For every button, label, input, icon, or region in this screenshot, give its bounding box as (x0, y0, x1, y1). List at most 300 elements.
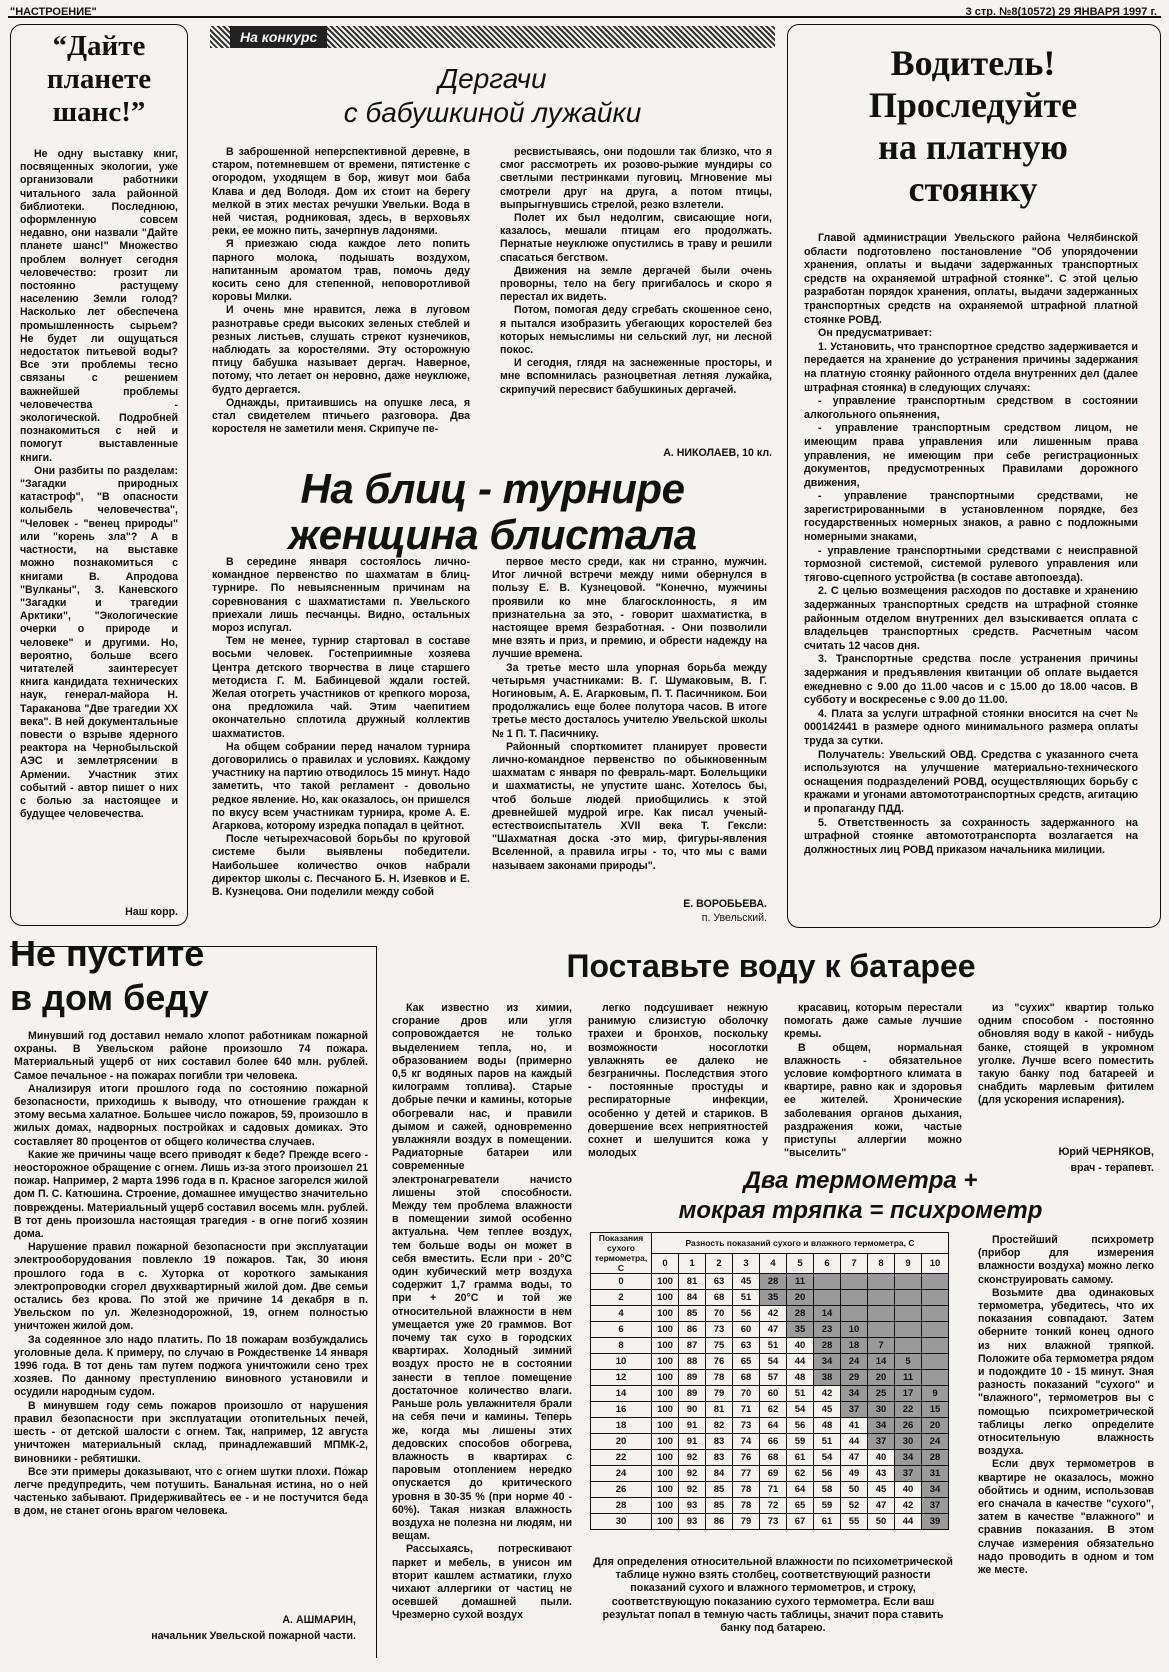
table-diff-header: 8 (868, 1253, 895, 1274)
table-cell: 20 (922, 1418, 949, 1434)
table-cell: 73 (760, 1514, 787, 1530)
table-cell: 24 (841, 1354, 868, 1370)
contest-paragraph: Я приезжаю сюда каждое лето попить парного молока, подышать воздухом, напитанным ароматом трав, помочь деду косить сено для степенной, неповоротливой коровы Милки. (212, 238, 470, 304)
psychrometer-table (590, 1232, 949, 1530)
parking-title-line3: на платную (878, 127, 1068, 167)
table-cell: 22 (895, 1402, 922, 1418)
chess-title-line2: женщина блистала (288, 511, 697, 558)
table-cell: 66 (760, 1434, 787, 1450)
contest-rubric-bar (210, 26, 775, 48)
table-cell: 85 (706, 1498, 733, 1514)
table-cell: 79 (733, 1514, 760, 1530)
table-diff-header: 3 (733, 1253, 760, 1274)
table-cell (922, 1370, 949, 1386)
table-cell (868, 1322, 895, 1338)
table-cell: 10 (841, 1322, 868, 1338)
table-row-temp: 0 (591, 1274, 652, 1290)
table-row-temp: 12 (591, 1370, 652, 1386)
table-cell: 47 (868, 1498, 895, 1514)
table-cell: 76 (706, 1354, 733, 1370)
contest-column-1 (212, 146, 470, 436)
table-diff-header: 9 (895, 1253, 922, 1274)
table-diff-header: 6 (814, 1253, 841, 1274)
table-cell: 68 (733, 1370, 760, 1386)
table-cell: 30 (895, 1434, 922, 1450)
chess-paragraph: После четырехчасовой борьбы по круговой системе были выявлены победители. Наибольшее количество очков набрали директор школы с. Песчаного Б. Н. Изевков и Е. В. Кузнецова. Они поделили между собой (212, 833, 470, 899)
table-cell: 91 (679, 1434, 706, 1450)
chess-paragraph: Районный спорткомитет планирует провести лично-командное первенство по обыкновенным шахматам с января по февраль-март. Болельщики и шахматисты, не упустите шанс. Хотелось бы, чтоб больше людей приобщились к этой древнейшей мудрой игре. Как писал ученый-естествоиспытатель XVII века Т. Гексли: "Шахматная доска -это мир, фигуры-явления Вселенной, а правила игры - то, что мы с вами называем законами природы". (492, 740, 767, 872)
contest-rubric-label: На конкурс (230, 26, 327, 48)
table-cell: 28 (760, 1274, 787, 1290)
table-cell: 11 (895, 1370, 922, 1386)
table-cell: 73 (706, 1322, 733, 1338)
table-cell: 100 (652, 1402, 679, 1418)
table-cell: 54 (787, 1402, 814, 1418)
table-cell: 34 (841, 1386, 868, 1402)
table-header-left: Показания сухого термометра, С (591, 1233, 652, 1274)
table-cell: 56 (814, 1466, 841, 1482)
fire-signature-role: начальник Увельской пожарной части. (151, 1630, 356, 1642)
table-cell: 100 (652, 1498, 679, 1514)
contest-paragraph: И сегодня, глядя на заснеженные просторы, и мне вспомнилась разноцветная летняя лужайка, скрипучий пересвист бабушкиных дергачей. (500, 357, 772, 396)
contest-paragraph: И очень мне нравится, лежа в луговом разнотравье среди высоких зеленых стеблей и резных листьев, слушать стрекот кузнечиков, наблюдать за коростелями. Эту осторожную птицу бабушка называет дергач. Наверное, потому, что летает он неровно, даже неуклюже, будто дергается. (212, 304, 470, 396)
parking-body (804, 232, 1138, 857)
table-cell: 45 (814, 1402, 841, 1418)
water-paragraph: В общем, нормальная влажность - обязательное условие комфортного климата в квартире, равно как и здоровья ее жителей. Хронические заболевания органов дыхания, раздражения кожи, частые приступы аллергии можно "выселить" (784, 1041, 962, 1160)
table-cell (922, 1338, 949, 1354)
table-cell: 75 (706, 1338, 733, 1354)
table-cell: 86 (679, 1322, 706, 1338)
table-cell (895, 1274, 922, 1290)
table-cell: 63 (733, 1338, 760, 1354)
table-cell: 92 (679, 1482, 706, 1498)
table-cell: 62 (787, 1466, 814, 1482)
table-diff-header: 10 (922, 1253, 949, 1274)
table-cell: 100 (652, 1338, 679, 1354)
table-row-temp: 6 (591, 1322, 652, 1338)
table-cell: 37 (868, 1434, 895, 1450)
table-cell: 40 (868, 1450, 895, 1466)
table-cell (841, 1274, 868, 1290)
table-cell: 77 (733, 1466, 760, 1482)
table-cell: 45 (868, 1482, 895, 1498)
table-cell: 26 (895, 1418, 922, 1434)
table-cell: 90 (679, 1402, 706, 1418)
table-cell: 17 (895, 1386, 922, 1402)
table-cell: 78 (733, 1482, 760, 1498)
header-rule (8, 16, 1161, 18)
table-diff-header: 2 (706, 1253, 733, 1274)
table-cell: 23 (814, 1322, 841, 1338)
table-cell: 28 (922, 1450, 949, 1466)
table-cell: 86 (706, 1514, 733, 1530)
table-row-temp: 16 (591, 1402, 652, 1418)
table-cell: 71 (733, 1402, 760, 1418)
water-title: Поставьте воду к батарее (566, 948, 976, 984)
table-cell: 93 (679, 1498, 706, 1514)
table-cell: 58 (814, 1482, 841, 1498)
psychrometer-title (588, 1166, 1133, 1226)
table-cell: 72 (760, 1498, 787, 1514)
fire-paragraph: За содеянное зло надо платить. По 18 пожарам возбуждались уголовные дела. К примеру, по случаю в Рождественке 14 января 1996 года. В тот день там путем поджога уничтожили сено трех хозяев. По данному преступлению виновного установили и осудили народным судом. (14, 1333, 368, 1399)
table-cell: 34 (922, 1482, 949, 1498)
table-cell: 76 (733, 1450, 760, 1466)
table-cell: 64 (760, 1418, 787, 1434)
table-cell: 42 (760, 1306, 787, 1322)
table-cell (814, 1274, 841, 1290)
table-cell: 100 (652, 1322, 679, 1338)
table-cell: 100 (652, 1514, 679, 1530)
table-cell: 56 (733, 1306, 760, 1322)
table-row (591, 1274, 949, 1290)
table-row (591, 1418, 949, 1434)
water-column-4 (978, 1002, 1154, 1108)
table-cell: 100 (652, 1434, 679, 1450)
table-cell (922, 1322, 949, 1338)
table-cell: 65 (787, 1498, 814, 1514)
parking-title-line2: Проследуйте (868, 85, 1078, 125)
table-cell: 59 (814, 1498, 841, 1514)
table-row-temp: 22 (591, 1450, 652, 1466)
table-cell: 57 (760, 1370, 787, 1386)
table-row (591, 1434, 949, 1450)
psychrometer-table-wrap (590, 1232, 949, 1530)
psychrometer-title-line1: Два термометра + (743, 1167, 978, 1194)
table-cell: 51 (733, 1290, 760, 1306)
water-paragraph: Рассыхаясь, потрескивают паркет и мебель, в унисон им вторит кашлем астматики, глухо чихают аллергики от частиц не осевшей домашней пыли. Чрезмерно сухой воздух (392, 1543, 572, 1622)
table-cell: 78 (706, 1370, 733, 1386)
parking-title-line1: Водитель! (890, 43, 1056, 83)
table-cell: 41 (841, 1418, 868, 1434)
table-cell: 93 (679, 1514, 706, 1530)
table-cell: 100 (652, 1482, 679, 1498)
table-row-temp: 14 (591, 1386, 652, 1402)
planet-title: “Дайте планете шанс!” (46, 30, 152, 128)
table-cell: 50 (868, 1514, 895, 1530)
table-cell: 29 (841, 1370, 868, 1386)
table-cell: 40 (787, 1338, 814, 1354)
table-cell: 37 (922, 1498, 949, 1514)
contest-signature: А. НИКОЛАЕВ, 10 кл. (663, 447, 772, 459)
table-row-temp: 4 (591, 1306, 652, 1322)
table-row (591, 1482, 949, 1498)
contest-paragraph: Полет их был недолгим, свисающие ноги, казалось, мешали птицам его продолжать. Пернатые неуклюже опустились в траву и решили спасаться бегством. (500, 212, 772, 264)
table-cell: 83 (706, 1450, 733, 1466)
table-row (591, 1354, 949, 1370)
planet-signature: Наш корр. (125, 906, 178, 918)
parking-paragraph: - управление транспортным средством в состоянии алкогольного опьянения, (804, 395, 1138, 421)
table-cell: 70 (733, 1386, 760, 1402)
table-cell: 44 (787, 1354, 814, 1370)
table-cell (922, 1354, 949, 1370)
table-cell: 68 (706, 1290, 733, 1306)
fire-paragraph: Нарушение правил пожарной безопасности при эксплуатации электрооборудования повлекло 19 пожаров. Так, 30 июня прошлого года в с. Хуторка от короткого замыкания электропроводки сгорел двухквартирный жилой дом. Две семьи остались без крова. По этой же причине 14 декабря в п. Увельском по ул. Железнодорожной, 19, огнем полностью уничтожен жилой дом. (14, 1241, 368, 1333)
table-cell: 11 (787, 1274, 814, 1290)
table-cell (868, 1306, 895, 1322)
table-row (591, 1402, 949, 1418)
table-cell: 65 (733, 1354, 760, 1370)
chess-column-2 (492, 556, 767, 873)
table-cell (895, 1338, 922, 1354)
chess-column-1 (212, 556, 470, 899)
table-cell: 7 (868, 1338, 895, 1354)
contest-paragraph: Потом, помогая деду сгребать скошенное сено, я пытался изобразить убегающих коростелей без которых немыслимы ни сельский луг, ни лесной покос. (500, 304, 772, 357)
table-cell (868, 1274, 895, 1290)
table-cell: 37 (841, 1402, 868, 1418)
table-diff-header: 4 (760, 1253, 787, 1274)
parking-paragraph: 3. Транспортные средства после устранения причины задержания и предъявления квитанции об оплате выдается ежедневно с 9.00 до 11.00 часов и с 15.00 до 18.00 часов. В субботу и воскресенье с 9.00 до 11.00. (804, 653, 1138, 707)
table-cell: 100 (652, 1274, 679, 1290)
table-cell: 68 (760, 1450, 787, 1466)
water-column-1 (392, 1002, 572, 1623)
chess-paragraph: В середине января состоялось лично-командное первенство по шахматам в блиц-турнире. По невыясненным причинам на соревнования с шахматистами п. Увельского приехали лишь песчанцы. Видно, остальных мороз испугал. (212, 556, 470, 635)
chess-paragraph: За третье место шла упорная борьба между четырьмя участниками: В. Г. Шумаковым, В. Г. Ногиновым, А. Е. Агарковым, П. Т. Пасичником. Бои продолжались еще более полутора часов. В итоге третье место досталось учителю Увельской школы № 1 П. Т. Пасичнику. (492, 661, 767, 740)
table-cell: 85 (706, 1482, 733, 1498)
table-cell (841, 1306, 868, 1322)
chess-title (210, 466, 775, 558)
table-cell: 37 (895, 1466, 922, 1482)
table-cell: 70 (706, 1306, 733, 1322)
table-cell (922, 1274, 949, 1290)
table-cell (922, 1306, 949, 1322)
water-paragraph: из "сухих" квартир только одним способом - постоянно обновляя воду в какой - нибудь банке, стоящей в укромном уголке. Лучше всего поместить такую банку под батареей и снабдить марлевым фитилем (для ускорения испарения). (978, 1002, 1154, 1107)
table-cell (895, 1306, 922, 1322)
table-cell: 61 (787, 1450, 814, 1466)
table-cell: 59 (787, 1434, 814, 1450)
fire-title (10, 932, 370, 1020)
table-row-temp: 30 (591, 1514, 652, 1530)
table-cell: 44 (895, 1514, 922, 1530)
psychrometer-paragraph: Простейший психрометр (прибор для измерения влажности воздуха) можно легко сконструировать самому. (978, 1234, 1154, 1286)
parking-paragraph: - управление транспортным средством лицом, не имеющим права управления или лишенным права управления, не имеющим при себе регистрационных документов, предусмотренных Правилами дорожного движения, (804, 422, 1138, 489)
table-cell (814, 1290, 841, 1306)
chess-signature-place: п. Увельский. (701, 912, 767, 924)
table-cell: 67 (787, 1514, 814, 1530)
table-cell: 78 (733, 1498, 760, 1514)
table-cell: 100 (652, 1450, 679, 1466)
water-column-2 (588, 1002, 768, 1160)
contest-paragraph: Движения на земле дергачей были очень проворны, тело на бегу пригибалось и скоро я перестал их видеть. (500, 264, 772, 304)
table-cell: 34 (814, 1354, 841, 1370)
table-cell: 31 (922, 1466, 949, 1482)
table-row-temp: 24 (591, 1466, 652, 1482)
table-cell: 89 (679, 1386, 706, 1402)
table-cell (868, 1290, 895, 1306)
table-cell: 87 (679, 1338, 706, 1354)
table-cell: 62 (760, 1402, 787, 1418)
contest-paragraph: В заброшенной неперспективной деревне, в старом, потемневшем от времени, пятистенке с огородом, уходящем в бор, живут мои баба Клава и дед Володя. Дом их стоит на берегу мелкой в этих местах речушки Увельки. Вода в ней чистая, родниковая, здесь, в верховьях реки, ее можно пить, зачерпнув ладонями. (212, 146, 470, 238)
fire-signature: А. АШМАРИН, (282, 1614, 356, 1626)
psychrometer-paragraph: Возьмите два одинаковых термометра, убедитесь, что их показания совпадают. Затем оберните тонкий конец одного из них влажной тряпкой. Положите оба термометра рядом и подождите 10 - 15 минут. Зная разность показаний "сухого" и "влажного", термометров вы с помощью психрометрической таблицы легко определите относительную влажность воздуха. (978, 1286, 1154, 1458)
table-cell: 20 (787, 1290, 814, 1306)
water-paragraph: легко подсушивает нежную ранимую слизистую оболочку трахеи и бронхов, поскольку возможности носоглотки увлажнять ее далеко не безграничны. Последствия этого - постоянные простуды и респираторные инфекции, особенно у детей и стариков. В довершение всех неприятностей сохнет и шелушится кожа у молодых (588, 1002, 768, 1160)
table-cell: 40 (895, 1482, 922, 1498)
psychrometer-text (978, 1234, 1154, 1577)
contest-title (210, 62, 775, 130)
table-cell: 84 (706, 1466, 733, 1482)
table-row-temp: 18 (591, 1418, 652, 1434)
parking-title-line4: стоянку (908, 169, 1038, 209)
table-cell: 28 (814, 1338, 841, 1354)
table-cell: 42 (814, 1386, 841, 1402)
table-cell: 50 (841, 1482, 868, 1498)
chess-paragraph: первое место среди, как ни странно, мужчин. Итог личной встречи между ними обернулся в пользу Е. В. Кузнецовой. "Конечно, мужчины проявили ко мне благосклонность, я им признательна за это, - говорит шахматистка, в настоящее время безработная. - Они позволили мне взять и приз, и премию, и обрести надежду на лучшие времена. (492, 556, 767, 661)
table-cell: 42 (895, 1498, 922, 1514)
contest-paragraph: ресвистываясь, они подошли так близко, что я смог рассмотреть их розово-рыжие мундиры со светлыми пестринками пуговиц. Мгновение мы смотрели друг на друга, а потом птицы, выпрыгнувшись стрелой, резко взлетели. (500, 146, 772, 211)
fire-title-line1: Не пустите (10, 933, 205, 974)
table-diff-header: 5 (787, 1253, 814, 1274)
issue-info: 3 стр. №8(10572) 29 ЯНВАРЯ 1997 г. (965, 6, 1157, 18)
table-cell: 49 (841, 1466, 868, 1482)
table-row-temp: 20 (591, 1434, 652, 1450)
fire-paragraph: В минувшем году семь пожаров произошло от нарушения правил безопасности при эксплуатации отопительных печей, шесть - от детской шалости с огнем. Так, например, 12 августа уничтожен материальный склад, принадлежавший МПМК-2, виновники - ребятишки. (14, 1399, 368, 1465)
water-paragraph: красавиц, которым перестали помогать даже самые лучшие кремы. (784, 1002, 962, 1041)
table-cell (895, 1322, 922, 1338)
psychrometer-caption: Для определения относительной влажности по психометрической таблице нужно взять столбец, соответствующий разности показаний сухого и влажного термометров, и строку, соответствующую показанию сухого термометра. Если ваш результат попал в темную часть таблицы, значит пора ставить банку под батарею. (593, 1556, 953, 1635)
table-cell: 64 (787, 1482, 814, 1498)
table-cell: 79 (706, 1386, 733, 1402)
table-row (591, 1450, 949, 1466)
table-cell: 81 (706, 1402, 733, 1418)
chess-title-line1: На блиц - турнире (300, 465, 685, 512)
table-row-temp: 2 (591, 1290, 652, 1306)
table-cell: 100 (652, 1386, 679, 1402)
table-header-top: Разность показаний сухого и влажного термометра, С (652, 1233, 949, 1254)
table-cell: 35 (760, 1290, 787, 1306)
table-cell: 100 (652, 1466, 679, 1482)
table-cell: 51 (787, 1386, 814, 1402)
psychrometer-paragraph: Если двух термометров в квартире не оказалось, можно обойтись и одним, использовав его сначала в качестве "сухого", затем в качестве "влажного" и сравнив показания. В этом случае измерения обязательно надо проводить в одном и том же месте. (978, 1458, 1154, 1577)
table-cell: 38 (814, 1370, 841, 1386)
table-cell: 30 (868, 1402, 895, 1418)
table-cell (841, 1290, 868, 1306)
parking-paragraph: Он предусматривает: (818, 327, 933, 340)
table-cell: 89 (679, 1370, 706, 1386)
table-cell: 74 (733, 1434, 760, 1450)
table-cell: 47 (841, 1450, 868, 1466)
table-cell: 48 (814, 1418, 841, 1434)
fire-paragraph: Анализируя итоги прошлого года по состоянию пожарной безопасности, приходишь к выводу, что отношение граждан к этому весьма халатное. Большее число пожаров, 59, произошло в жилых домах, надворных постройках и садовых домиках. Это составляет 80 процентов от общего количества случаев. (14, 1082, 368, 1148)
table-cell: 5 (895, 1354, 922, 1370)
table-cell: 35 (787, 1322, 814, 1338)
table-cell: 63 (706, 1274, 733, 1290)
planet-paragraph: Не одну выставку книг, посвященных экологии, уже организовали работники читального зала районной библиотеки. Последнюю, оформленную совсем недавно, они назвали "Дайте планете шанс!" Множество проблем волнует сегодня человечество: грозит ли постоянно растущему населению Земли голод? Насколько лет обеспечена промышленность сырьем? Не будет ли ощущаться недостаток питьевой воды? Все эти проблемы тесно связаны с решением важнейшей проблемы человечества - экологической. Подробней познакомиться с ней и помогут выставленные книги. (20, 148, 178, 464)
table-cell: 48 (787, 1370, 814, 1386)
parking-paragraph: 1. Установить, что транспортное средство задерживается и передается на хранение до устранения причины задержания на платную стоянку районного отдела внутренних дел (далее штрафная стоянка) в следующих случаях: (804, 340, 1138, 394)
table-row-temp: 28 (591, 1498, 652, 1514)
table-cell: 44 (841, 1434, 868, 1450)
table-cell: 84 (679, 1290, 706, 1306)
table-cell: 14 (868, 1354, 895, 1370)
table-cell: 100 (652, 1370, 679, 1386)
table-diff-header: 0 (652, 1253, 679, 1274)
table-row (591, 1514, 949, 1530)
table-cell: 45 (733, 1274, 760, 1290)
table-cell: 34 (868, 1418, 895, 1434)
table-cell: 34 (895, 1450, 922, 1466)
planet-paragraph: Они разбиты по разделам: "Загадки природных катастроф", "В опасности колыбель человечества", "Человек - "венец природы" или "корень зла"? А в частности, на выставке можно познакомиться с книгами В. Апродова "Вулканы", З. Каневского "Загадки и трагедии Арктики", "Экологические очерки о природе и человеке" и другими. Но, вероятно, больше всего читателей заинтересует книга кандидата технических наук, генерал-майора Н. Тараканова "Две трагедии XX века". В ней документальные повести о взрыве ядерного реактора на Чернобыльской АЭС и землетрясении в Армении. Участник этих событий - автор пишет о них с болью за настоящее и будущее человечества. (20, 464, 178, 821)
table-cell: 51 (814, 1434, 841, 1450)
water-signature-role: врач - терапевт. (1070, 1162, 1154, 1174)
table-cell: 100 (652, 1354, 679, 1370)
table-row (591, 1466, 949, 1482)
table-cell: 14 (814, 1306, 841, 1322)
table-cell: 54 (760, 1354, 787, 1370)
table-cell: 25 (868, 1386, 895, 1402)
table-cell: 51 (760, 1338, 787, 1354)
contest-paragraph: Однажды, притаившись на опушке леса, я стал свидетелем птичьего разговора. Два коростеля не заметили меня. Скрипуче пе- (212, 396, 470, 436)
table-cell: 60 (760, 1386, 787, 1402)
table-cell: 100 (652, 1418, 679, 1434)
fire-paragraph: Какие же причины чаще всего приводят к беде? Прежде всего - неосторожное обращение с огнем. Лишь из-за этого произошел 21 пожар. Например, 2 марта 1996 года в п. Красное загорелся жилой дом П. С. Катюшина. Строение, домашнее имущество значительно повреждены. Материальный ущерб составил восемь млн. рублей. В тот день произошла настоящая трагедия - в огне погиб хозяин дома. (14, 1148, 368, 1241)
table-cell: 52 (841, 1498, 868, 1514)
parking-paragraph: 4. Плата за услуги штрафной стоянки вносится на счет № 000142441 в размере одного минимального размера оплаты труда за сутки. (804, 707, 1138, 747)
table-cell: 54 (814, 1450, 841, 1466)
table-row (591, 1370, 949, 1386)
table-cell: 15 (922, 1402, 949, 1418)
contest-column-2 (500, 146, 772, 397)
table-row (591, 1290, 949, 1306)
chess-paragraph: На общем собрании перед началом турнира договорились о правилах и условиях. Каждому участнику на партию отводилось 15 минут. Надо заметить, что такой регламент - довольно редкое явление. Но, как оказалось, он пришелся по вкусу всем участникам турнира, кроме А. Е. Агаркова, которому изредка попадал в цейтнот. (212, 740, 470, 833)
water-column-3 (784, 1002, 962, 1160)
paper-name: "НАСТРОЕНИЕ" (10, 6, 97, 18)
table-cell: 83 (706, 1434, 733, 1450)
table-cell: 85 (679, 1306, 706, 1322)
table-cell: 61 (814, 1514, 841, 1530)
table-cell (895, 1290, 922, 1306)
table-cell: 82 (706, 1418, 733, 1434)
fire-title-line2: в дом беду (10, 977, 209, 1018)
chess-signature: Е. ВОРОБЬЕВА. (683, 898, 767, 910)
parking-paragraph: Главой администрации Увельского района Челябинской области подготовлено постановление "Об упорядочении хранения, оплаты и выдачи задержанных транспортных средств на охраняемой штрафной стоянке". С этой целью разработан порядок хранения, оплаты, выдачи задержанных транспортных средств на охраняемой штрафной платной стоянке РОВД. (804, 232, 1138, 326)
table-cell: 55 (841, 1514, 868, 1530)
table-row-temp: 26 (591, 1482, 652, 1498)
table-cell: 92 (679, 1466, 706, 1482)
table-cell (922, 1290, 949, 1306)
table-row (591, 1498, 949, 1514)
table-cell: 20 (868, 1370, 895, 1386)
table-row (591, 1322, 949, 1338)
table-cell: 56 (787, 1418, 814, 1434)
table-cell: 18 (841, 1338, 868, 1354)
table-cell: 9 (922, 1386, 949, 1402)
planet-body (20, 148, 178, 821)
parking-paragraph: 2. С целью возмещения расходов по доставке и хранению задержанных транспортных средств на штрафной стоянке районным отделом внутренних дел взыскивается оплата с владельцев транспортных средств. Расчетным часом считать 12 часов дня. (804, 585, 1138, 652)
parking-paragraph: - управление транспортными средствами, не зарегистрированными в установленном порядке, без государственных номерных знаков, а равно с подложными номерными знаками, (804, 490, 1138, 544)
psychrometer-title-line2: мокрая тряпка = психрометр (678, 1197, 1043, 1224)
parking-paragraph: - управление транспортными средствами с неисправной тормозной системой, системой рулевого управления или тягово-сцепного устройства (в составе автопоезда). (804, 544, 1138, 584)
table-cell: 91 (679, 1418, 706, 1434)
contest-title-line1: Дергачи (438, 63, 547, 94)
table-cell: 24 (922, 1434, 949, 1450)
table-cell: 100 (652, 1290, 679, 1306)
parking-title (792, 42, 1154, 210)
table-cell: 100 (652, 1306, 679, 1322)
water-signature: Юрий ЧЕРНЯКОВ, (1058, 1146, 1154, 1158)
fire-paragraph: Минувший год доставил немало хлопот работникам пожарной охраны. В Увельском районе произошло 74 пожара. Материальный ущерб от них составил более 640 млн. рублей. Самое печальное - на пожарах погибли три человека. (14, 1030, 368, 1082)
table-row (591, 1338, 949, 1354)
chess-paragraph: Тем не менее, турнир стартовал в составе восьми человек. Гостеприимные хозяева Центра детского творчества в лице старшего методиста Г. М. Бабинцевой ждали гостей. Желая отогреть участников от крепкого мороза, она предложила чай. Этим чаепитием окончательно сплотила дружный коллектив шахматистов. (212, 635, 470, 740)
parking-paragraph: Получатель: Увельский ОВД. Средства с указанного счета используются на улучшение материально-технического оснащения подразделений РОВД, осуществляющих борьбу с кражами и угонами автомототранспортных средств, агитацию и пропаганду ПДД. (804, 748, 1138, 815)
table-row (591, 1386, 949, 1402)
table-row-temp: 8 (591, 1338, 652, 1354)
table-cell: 81 (679, 1274, 706, 1290)
table-cell: 60 (733, 1322, 760, 1338)
fire-right-rule (376, 946, 377, 1658)
table-cell: 39 (922, 1514, 949, 1530)
fire-paragraph: Все эти примеры доказывают, что с огнем шутки плохи. Пожар легче предупредить, чем потушить. Банальная истина, но о ней частенько забывают. Придерживайтесь ее - и не постучится беда в дом, не станет огонь врагом человека. (14, 1465, 368, 1518)
table-cell: 88 (679, 1354, 706, 1370)
